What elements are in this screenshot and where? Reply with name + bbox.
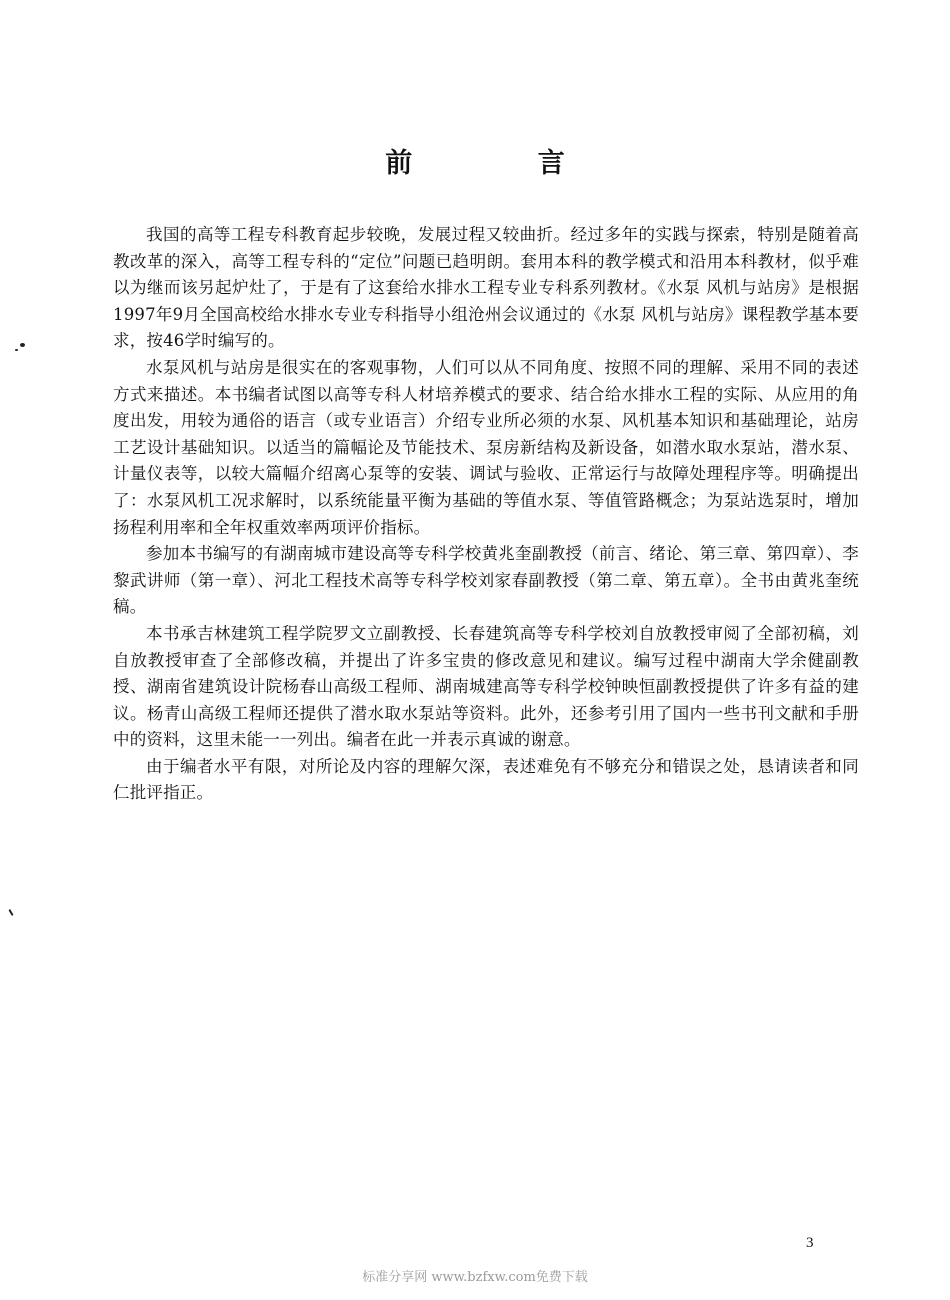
preface-paragraph: 本书承吉林建筑工程学院罗文立副教授、长春建筑高等专科学校刘自放教授审阅了全部初稿，刘自放教授审查了全部修改稿，并提出了许多宝贵的修改意见和建议。编写过程中湖南大学余健副教授、湖南省建筑设计院杨春山高级工程师、湖南城建高等专科学校钟映恒副教授提供了许多有益的建议。杨青山高级工程师还提供了潜水取水泵站等资料。此外，还参考引用了国内一些书刊文献和手册中的资料，这里未能一一列出。编者在此一并表示真诚的谢意。	[113, 623, 859, 750]
page-number: 3	[806, 1235, 814, 1251]
preface-paragraph: 由于编者水平有限，对所论及内容的理解欠深，表述难免有不够充分和错误之处，恳请读者和同仁批评指正。	[113, 756, 859, 803]
watermark-footer: 标准分享网 www.bzfxw.com免费下载	[362, 1270, 588, 1285]
scan-speck	[8, 909, 13, 916]
scan-speck	[15, 349, 18, 351]
preface-paragraph: 水泵风机与站房是很实在的客观事物，人们可以从不同角度、按照不同的理解、采用不同的表述方式来描述。本书编者试图以高等专科人材培养模式的要求、结合给水排水工程的实际、从应用的角度出发，用较为通俗的语言（或专业语言）介绍专业所必须的水泵、风机基本知识和基础理论，站房工艺设计基础知识。以适当的篇幅论及节能技术、泵房新结构及新设备，如潜水取水泵站，潜水泵、计量仪表等，以较大篇幅介绍离心泵等的安装、调试与验收、正常运行与故障处理程序等。明确提出了：水泵风机工况求解时，以系统能量平衡为基础的等值水泵、等值管路概念；为泵站选泵时，增加扬程利用率和全年权重效率两项评价指标。	[113, 357, 859, 537]
preface-body	[113, 222, 859, 807]
preface-paragraph: 参加本书编写的有湖南城市建设高等专科学校黄兆奎副教授（前言、绪论、第三章、第四章）、李黎武讲师（第一章）、河北工程技术高等专科学校刘家春副教授（第二章、第五章）。全书由黄兆奎统稿。	[113, 544, 859, 617]
page-title: 前 言	[385, 148, 623, 179]
preface-paragraph: 我国的高等工程专科教育起步较晚，发展过程又较曲折。经过多年的实践与探索，特别是随着高教改革的深入，高等工程专科的“定位”问题已趋明朗。套用本科的教学模式和沿用本科教材，似乎难以为继而该另起炉灶了，于是有了这套给水排水工程专业专科系列教材。《水泵 风机与站房》是根据1997年9月全国高校给水排水专业专科指导小组沧州会议通过的《水泵 风机与站房》课程教学基本要求，按46学时编写的。	[113, 225, 859, 351]
scan-speck	[20, 343, 25, 347]
